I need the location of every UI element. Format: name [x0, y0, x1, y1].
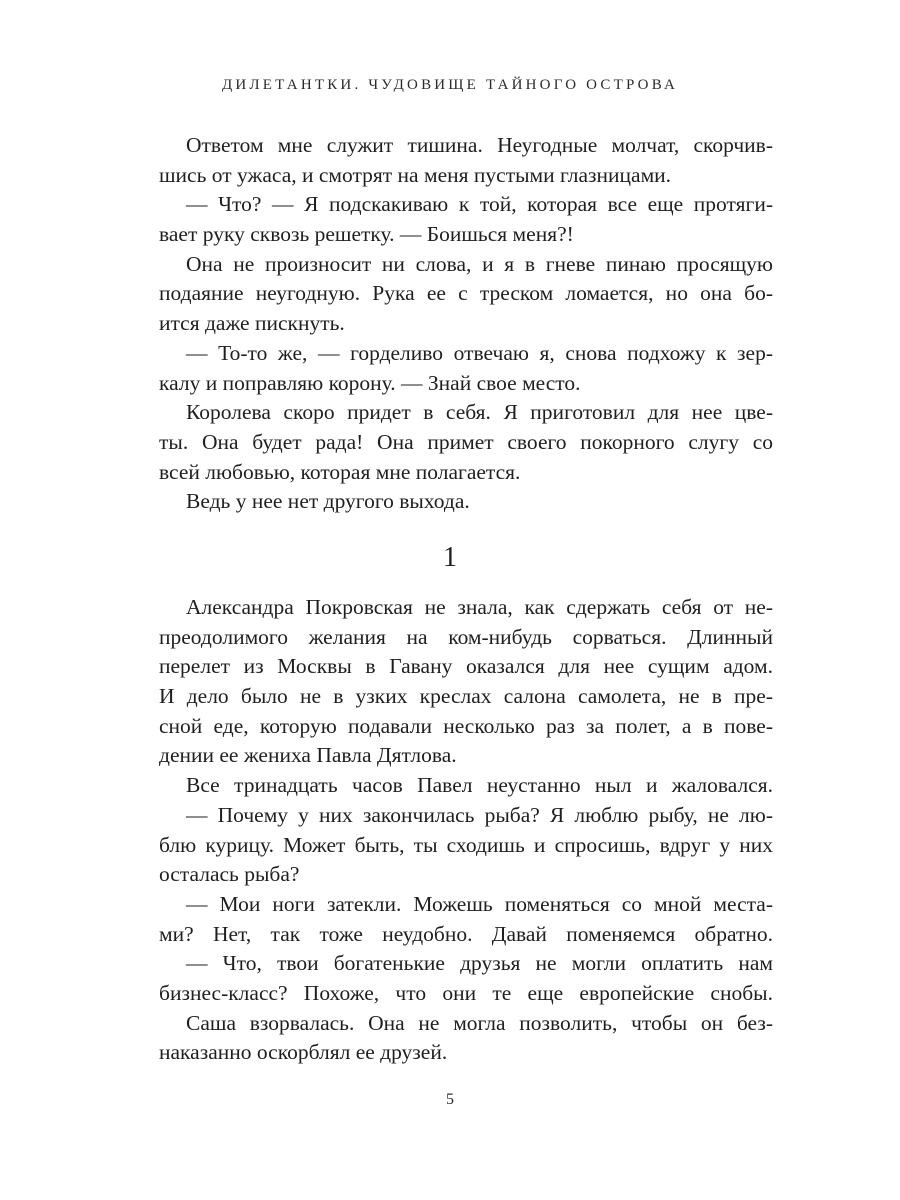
text-line: Саша взорвалась. Она не могла позволить, чтобы он без- — [186, 1010, 773, 1035]
text-line: бизнес-класс? Похоже, что они те еще европейские снобы. — [159, 980, 773, 1005]
text-line: блю курицу. Может быть, ты сходишь и спросишь, вдруг у них — [159, 832, 773, 857]
text-line: шись от ужаса, и смотрят на меня пустыми глазницами. — [159, 162, 672, 187]
text-line: осталась рыба? — [159, 862, 300, 887]
text-line: Она не произносит ни слова, и я в гневе пинаю просящую — [186, 251, 773, 276]
prologue-text — [159, 131, 773, 517]
chapter-number: 1 — [443, 542, 457, 573]
text-line: подаяние неугодную. Рука ее с треском ломается, но она бо- — [159, 281, 773, 306]
chapter-text — [159, 593, 773, 1068]
text-line: Ответом мне служит тишина. Неугодные молчат, скорчив- — [186, 133, 773, 157]
text-line: перелет из Москвы в Гавану оказался для нее сущим адом. — [159, 654, 773, 679]
text-line: Александра Покровская не знала, как сдержать себя от не- — [186, 595, 773, 619]
text-line: ми? Нет, так тоже неудобно. Давай поменяемся обратно. — [159, 921, 773, 946]
text-line: дении ее жениха Павла Дятлова. — [159, 743, 457, 768]
text-line: сной еде, которую подавали несколько раз за полет, а в пове- — [159, 713, 773, 738]
text-line: И дело было не в узких креслах салона самолета, не в пре- — [159, 684, 773, 709]
text-line: вает руку сквозь решетку. — Боишься меня?! — [159, 222, 574, 247]
text-line: калу и поправляю корону. — Знай свое место. — [159, 370, 581, 395]
page-number: 5 — [446, 1091, 454, 1108]
text-line: всей любовью, которая мне полагается. — [159, 459, 521, 484]
text-line: — Мои ноги затекли. Можешь поменяться со мной места- — [186, 891, 773, 916]
running-head-title: ДИЛЕТАНТКИ. ЧУДОВИЩЕ ТАЙНОГО ОСТРОВА — [221, 77, 679, 93]
text-line: Ведь у нее нет другого выхода. — [186, 489, 470, 514]
text-line: наказанно оскорблял ее друзей. — [159, 1040, 448, 1065]
text-line: Королева скоро придет в себя. Я приготовил для нее цве- — [186, 400, 773, 425]
text-line: Все тринадцать часов Павел неустанно ныл и жаловался. — [186, 773, 773, 798]
text-line: — Что, твои богатенькие друзья не могли оплатить нам — [186, 951, 773, 976]
text-line: преодолимого желания на ком-нибудь сорваться. Длинный — [159, 624, 773, 649]
text-line: ты. Она будет рада! Она примет своего покорного слугу со — [159, 429, 773, 454]
text-line: — Что? — Я подскакиваю к той, которая все еще протяги- — [186, 192, 773, 217]
text-line: — То-то же, — горделиво отвечаю я, снова подхожу к зер- — [186, 340, 773, 365]
text-line: — Почему у них закончилась рыба? Я люблю рыбу, не лю- — [186, 802, 773, 827]
text-line: ится даже пискнуть. — [159, 311, 345, 336]
